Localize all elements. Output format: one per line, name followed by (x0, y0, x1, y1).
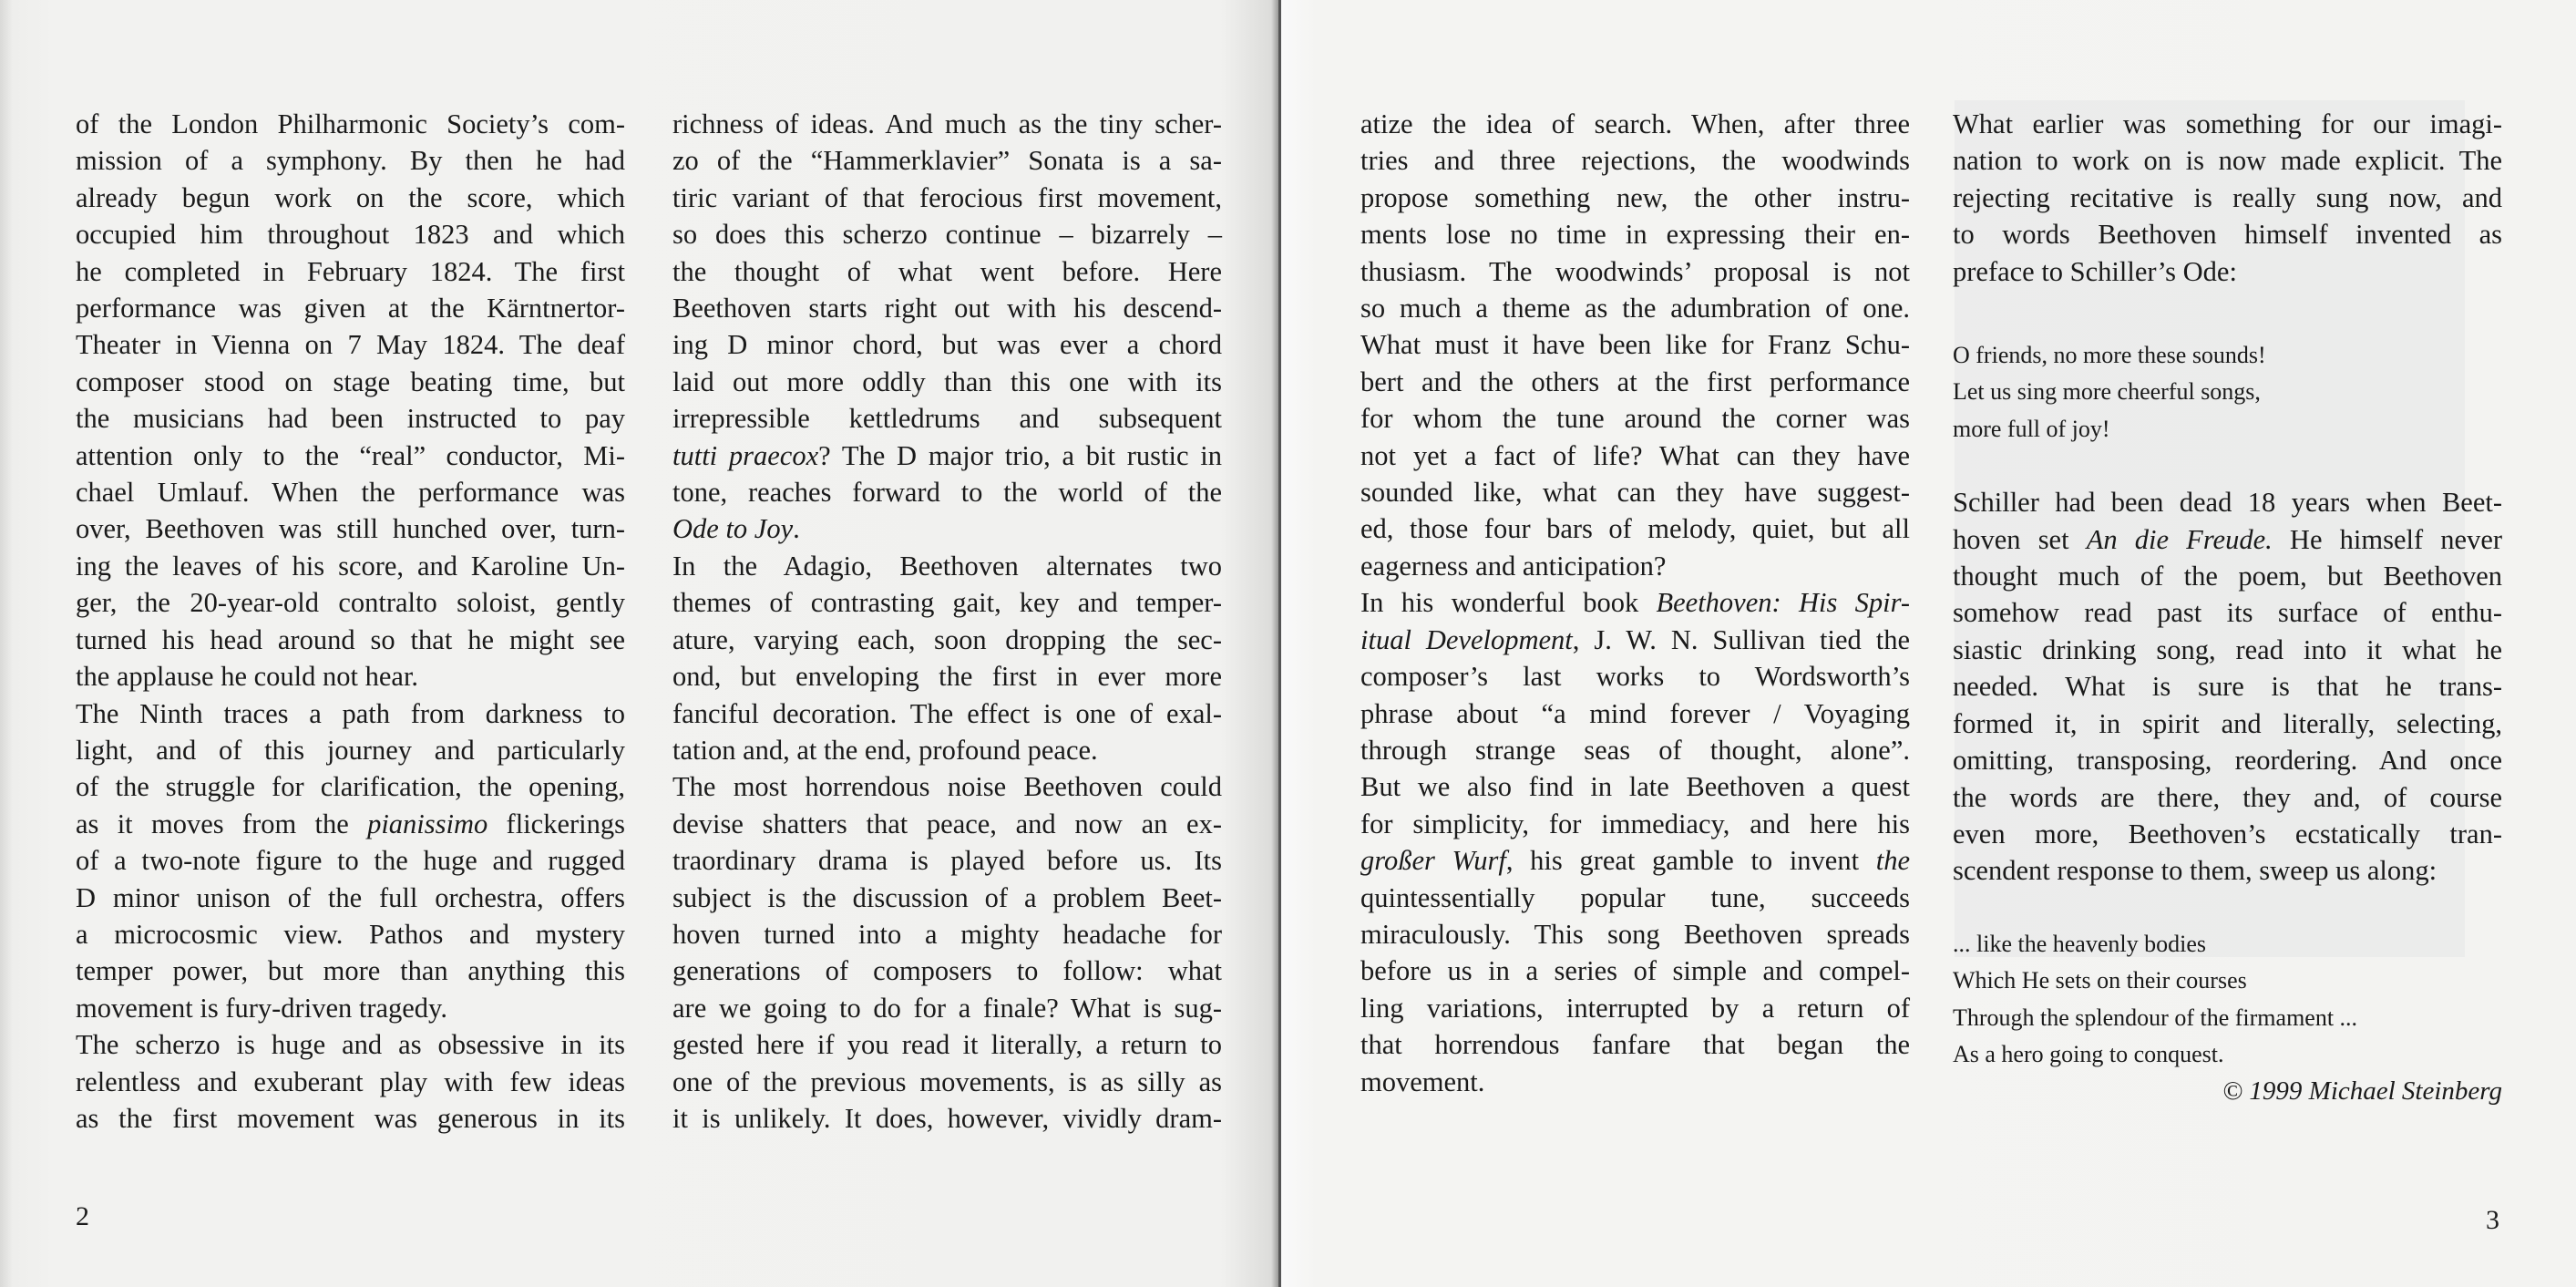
text-line: one of the previous movements, is as silly as (672, 1066, 1222, 1097)
text-line (1360, 842, 1910, 879)
text-line: of a two-note figure to the huge and rugged (76, 845, 625, 877)
paragraph (672, 548, 1222, 768)
text-line: zo of the “Hammerklavier” Sonata is a sa- (672, 145, 1222, 177)
text-segment: . (793, 513, 800, 545)
copyright-credit (1953, 1073, 2502, 1109)
text-line: through strange seas of thought, alone”. (1360, 734, 1910, 766)
text-line: ... like the heavenly bodies (1953, 930, 2206, 957)
text-line: What earlier was something for our imagi- (1953, 108, 2502, 139)
text-line: the words are there, they and, of course (1953, 781, 2502, 813)
text-line: ature, varying each, soon dropping the sec- (672, 623, 1222, 655)
text-line: tation and, at the end, profound peace. (672, 734, 1098, 766)
text-line: performance was given at the Kärntnertor- (76, 293, 625, 324)
text-line: irrepressible kettledrums and subsequent (672, 403, 1222, 435)
text-segment: In his wonderful book (1360, 587, 1657, 619)
text-line: phrase about “a mind forever / Voyaging (1360, 697, 1910, 729)
text-line (76, 806, 625, 842)
italic-text: Ode to Joy (672, 513, 794, 545)
text-line (672, 510, 1222, 547)
text-line: propose something new, the other instru- (1360, 181, 1910, 213)
text-line: that horrendous fanfare that began the (1360, 1029, 1910, 1061)
text-line: The scherzo is huge and as obsessive in its (76, 1029, 625, 1061)
text-line: chael Umlauf. When the performance was (76, 477, 625, 509)
verse-block (1953, 926, 2502, 1074)
text-line: the musicians had been instructed to pay (76, 403, 625, 435)
text-line: more full of joy! (1953, 415, 2110, 442)
text-line: ing D minor chord, but was ever a chord (672, 329, 1222, 361)
text-line: O friends, no more these sounds! (1953, 342, 2266, 369)
text-line: thusiasm. The woodwinds’ proposal is not (1360, 255, 1910, 287)
text-line: Through the splendour of the firmament ... (1953, 1004, 2358, 1031)
italic-text: An die Freude. (2086, 523, 2273, 555)
text-line: ling variations, interrupted by a return of (1360, 992, 1910, 1024)
paragraph (1360, 106, 1910, 584)
text-line: What must it have been like for Franz Schu- (1360, 329, 1910, 361)
text-line: In the Adagio, Beethoven alternates two (672, 550, 1222, 582)
text-segment: , his great gamble to invent (1505, 845, 1876, 877)
text-line: temper power, but more than anything this (76, 955, 625, 987)
text-line: D minor unison of the full orchestra, offers (76, 881, 625, 913)
text-line: composer’s last works to Wordsworth’s (1360, 661, 1910, 693)
text-line: richness of ideas. And much as the tiny scher- (672, 108, 1222, 139)
text-line: fanciful decoration. The effect is one of exal- (672, 697, 1222, 729)
text-line: nation to work on is now made explicit. The (1953, 145, 2502, 177)
text-segment: hoven set (1953, 523, 2087, 555)
text-line: atize the idea of search. When, after three (1360, 108, 1910, 139)
text-line: The most horrendous noise Beethoven could (672, 771, 1222, 803)
text-line (1360, 622, 1910, 658)
text-line: even more, Beethoven’s ecstatically tran- (1953, 818, 2502, 849)
text-line: traordinary drama is played before us. Its (672, 845, 1222, 877)
text-line (672, 438, 1222, 474)
text-line: as the first movement was generous in its (76, 1102, 625, 1134)
text-line: devise shatters that peace, and now an ex- (672, 808, 1222, 839)
paragraph (76, 695, 625, 1027)
text-line: for simplicity, for immediacy, and here his (1360, 808, 1910, 839)
text-line: Beethoven starts right out with his descend- (672, 293, 1222, 324)
text-line: a microcosmic view. Pathos and mystery (76, 918, 625, 950)
text-line: the thought of what went before. Here (672, 255, 1222, 287)
text-column-2 (672, 106, 1222, 1137)
text-line: are we going to do for a finale? What is sug- (672, 992, 1222, 1024)
text-line: ing the leaves of his score, and Karoline Un- (76, 550, 625, 582)
text-line: hoven turned into a mighty headache for (672, 918, 1222, 950)
text-line: before us in a series of simple and compel- (1360, 955, 1910, 987)
text-segment: , J. W. N. Sullivan tied the (1572, 623, 1910, 655)
text-line: Let us sing more cheerful songs, (1953, 378, 2261, 406)
text-line: composer stood on stage beating time, but (76, 366, 625, 397)
text-line: occupied him throughout 1823 and which (76, 219, 625, 251)
text-column-1 (76, 106, 625, 1137)
text-line: laid out more oddly than this one with its (672, 366, 1222, 397)
text-line: already begun work on the score, which (76, 181, 625, 213)
text-line (1360, 584, 1910, 621)
text-line: the applause he could not hear. (76, 661, 419, 693)
text-line: rejecting recitative is really sung now, and (1953, 181, 2502, 213)
text-line: light, and of this journey and particularly (76, 734, 625, 766)
text-line: he completed in February 1824. The first (76, 255, 625, 287)
italic-text: Beethoven: His Spir- (1656, 587, 1910, 619)
text-line: relentless and exuberant play with few ideas (76, 1066, 625, 1097)
italic-text: the (1875, 845, 1910, 877)
paragraph (1953, 484, 2502, 889)
booklet-spine (1278, 0, 1281, 1287)
text-line: tries and three rejections, the woodwinds (1360, 145, 1910, 177)
text-line: needed. What is sure is that he trans- (1953, 671, 2502, 703)
paragraph (76, 106, 625, 695)
text-line: preface to Schiller’s Ode: (1953, 255, 2237, 287)
text-line: miraculously. This song Beethoven spreads (1360, 918, 1910, 950)
text-line: quintessentially popular tune, succeeds (1360, 881, 1910, 913)
text-segment: as it moves from the (76, 808, 368, 839)
text-line: tiric variant of that ferocious first movement, (672, 181, 1222, 213)
text-line: © 1999 Michael Steinberg (2222, 1076, 2502, 1107)
paragraph (76, 1026, 625, 1137)
italic-text: tutti praecox (672, 439, 819, 471)
text-line: Schiller had been dead 18 years when Beet- (1953, 487, 2502, 519)
text-line: turned his head around so that he might see (76, 623, 625, 655)
text-line (1953, 521, 2502, 558)
text-line: As a hero going to conquest. (1953, 1040, 2224, 1067)
text-line: The Ninth traces a path from darkness to (76, 697, 625, 729)
text-line: ments lose no time in expressing their en- (1360, 219, 1910, 251)
text-line: Which He sets on their courses (1953, 967, 2247, 994)
text-line: tone, reaches forward to the world of the (672, 477, 1222, 509)
text-line: formed it, in spirit and literally, selecting, (1953, 707, 2502, 739)
page-number-right: 3 (2486, 1205, 2499, 1235)
text-line: to words Beethoven himself invented as (1953, 219, 2502, 251)
italic-text: itual Development (1360, 623, 1573, 655)
text-line: of the London Philharmonic Society’s com- (76, 108, 625, 139)
text-line: of the struggle for clarification, the opening, (76, 771, 625, 803)
text-line: thought much of the poem, but Beethoven (1953, 561, 2502, 592)
text-line: so does this scherzo continue – bizarrely – (672, 219, 1222, 251)
text-line: ger, the 20-year-old contralto soloist, gently (76, 587, 625, 619)
text-line: attention only to the “real” conductor, Mi- (76, 439, 625, 471)
text-line: sounded like, what can they have suggest- (1360, 477, 1910, 509)
text-line: over, Beethoven was still hunched over, turn- (76, 513, 625, 545)
page-number-left: 2 (76, 1201, 89, 1231)
text-line: gested here if you read it literally, a return to (672, 1029, 1222, 1061)
text-line: But we also find in late Beethoven a quest (1360, 771, 1910, 803)
text-line: mission of a symphony. By then he had (76, 145, 625, 177)
text-line: it is unlikely. It does, however, vividly dram- (672, 1102, 1222, 1134)
text-line: themes of contrasting gait, key and temper- (672, 587, 1222, 619)
paragraph (1360, 584, 1910, 1100)
italic-text: pianissimo (367, 808, 488, 839)
text-line: omitting, transposing, reordering. And once (1953, 745, 2502, 777)
paragraph (672, 768, 1222, 1137)
text-line: ed, those four bars of melody, quiet, but all (1360, 513, 1910, 545)
text-line: movement. (1360, 1066, 1485, 1097)
text-column-3 (1360, 106, 1910, 1100)
text-line: ond, but enveloping the first in ever more (672, 661, 1222, 693)
text-line: subject is the discussion of a problem Beet- (672, 881, 1222, 913)
text-line: eagerness and anticipation? (1360, 550, 1667, 582)
text-line: generations of composers to follow: what (672, 955, 1222, 987)
text-segment: He himself never (2272, 523, 2503, 555)
text-line: scendent response to them, sweep us along: (1953, 855, 2437, 887)
text-column-4 (1953, 106, 2502, 1110)
text-segment: flickerings (487, 808, 625, 839)
text-line: movement is fury-driven tragedy. (76, 992, 447, 1024)
text-line: bert and the others at the first performance (1360, 366, 1910, 397)
text-line: Theater in Vienna on 7 May 1824. The deaf (76, 329, 625, 361)
paragraph (672, 106, 1222, 548)
text-line: siastic drinking song, read into it what he (1953, 633, 2502, 665)
verse-block (1953, 337, 2502, 448)
text-line: somehow read past its surface of enthu- (1953, 597, 2502, 629)
paragraph (1953, 106, 2502, 290)
text-segment: ? The D major trio, a bit rustic in (818, 439, 1222, 471)
text-line: for whom the tune around the corner was (1360, 403, 1910, 435)
text-line: so much a theme as the adumbration of one. (1360, 293, 1910, 324)
text-line: not yet a fact of life? What can they have (1360, 439, 1910, 471)
italic-text: großer Wurf (1360, 845, 1506, 877)
